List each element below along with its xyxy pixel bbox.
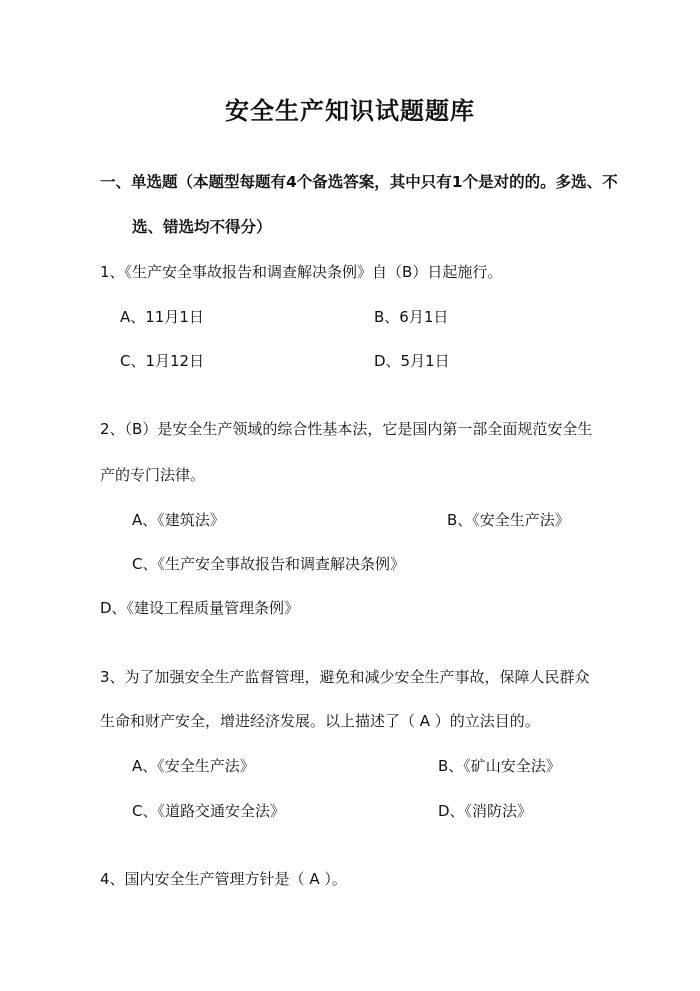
question-1-option-d: D、5月1日 (374, 352, 450, 370)
question-2-option-c: C、《生产安全事故报告和调查解决条例》 (132, 555, 405, 573)
question-2-option-b: B、《安全生产法》 (447, 511, 570, 529)
question-3-option-d: D、《消防法》 (438, 802, 533, 820)
question-1-option-c: C、1月12日 (120, 352, 205, 370)
question-1-text: 1、《生产安全事故报告和调查解决条例》自（B）日起施行。 (100, 263, 503, 281)
question-1-option-b: B、6月1日 (374, 308, 449, 326)
question-2-text-line1: 2、（B）是安全生产领域的综合性基本法，它是国内第一部全面规范安全生 (100, 420, 593, 438)
question-2-option-d: D、《建设工程质量管理条例》 (100, 599, 300, 617)
question-3-option-c: C、《道路交通安全法》 (132, 802, 285, 820)
question-3-text-line1: 3、为了加强安全生产监督管理，避免和减少安全生产事故，保障人民群众 (100, 668, 590, 686)
question-3-text-line2: 生命和财产安全，增进经济发展。以上描述了（ A ）的立法目的。 (100, 712, 540, 730)
page-title: 安全生产知识试题题库 (225, 97, 475, 125)
section-heading-line2: 选、错选均不得分） (132, 218, 272, 236)
question-2-text-line2: 产的专门法律。 (100, 466, 206, 484)
question-4-text: 4、国内安全生产管理方针是（ A ）。 (100, 870, 347, 888)
question-2-option-a: A、《建筑法》 (132, 511, 225, 529)
question-1-option-a: A、11月1日 (120, 308, 204, 326)
question-3-option-a: A、《安全生产法》 (132, 757, 255, 775)
question-3-option-b: B、《矿山安全法》 (438, 757, 561, 775)
section-heading-line1: 一、单选题（本题型每题有4个备选答案，其中只有1个是对的的。多选、不 (100, 173, 618, 191)
